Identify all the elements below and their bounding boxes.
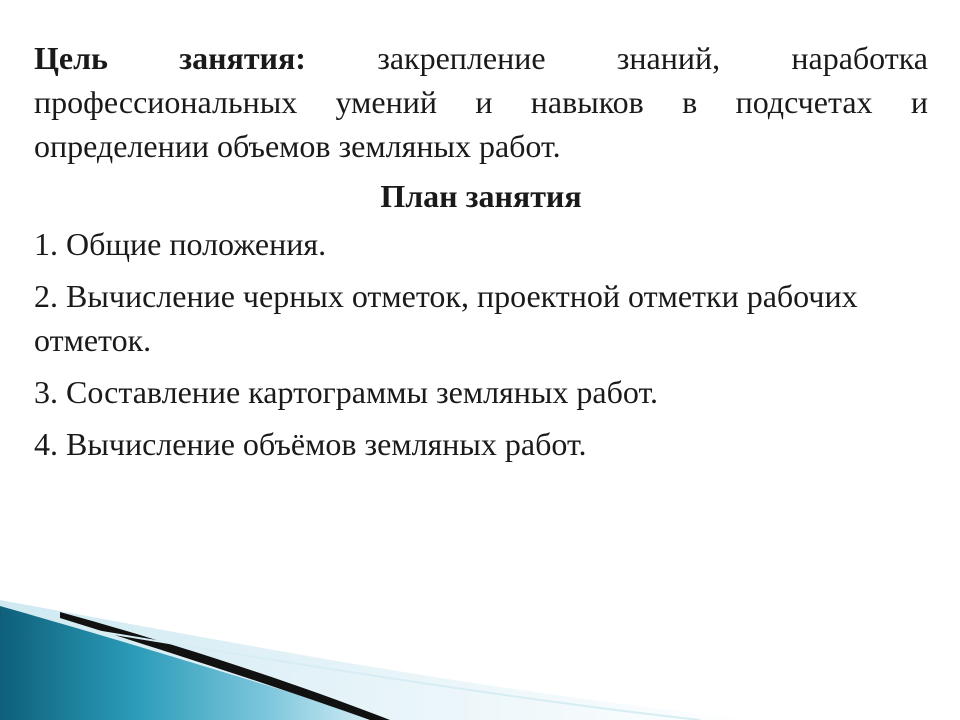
lesson-goal (34, 36, 928, 168)
plan-item: 1. Общие положения. (34, 226, 327, 262)
slide-content (34, 36, 928, 466)
plan-item: 4. Вычисление объёмов земляных работ. (34, 426, 587, 462)
plan-item: 2. Вычисление черных отметок, проектной отметки рабочих отметок. (34, 278, 858, 358)
goal-label: Цель занятия: (34, 40, 306, 76)
plan-item: 3. Составление картограммы земляных работ. (34, 374, 659, 410)
plan-title: План занятия (380, 178, 582, 214)
goal-text: закрепление знаний, наработка профессиональных умений и навыков в подсчетах и определении объемов земляных работ. (34, 40, 929, 164)
